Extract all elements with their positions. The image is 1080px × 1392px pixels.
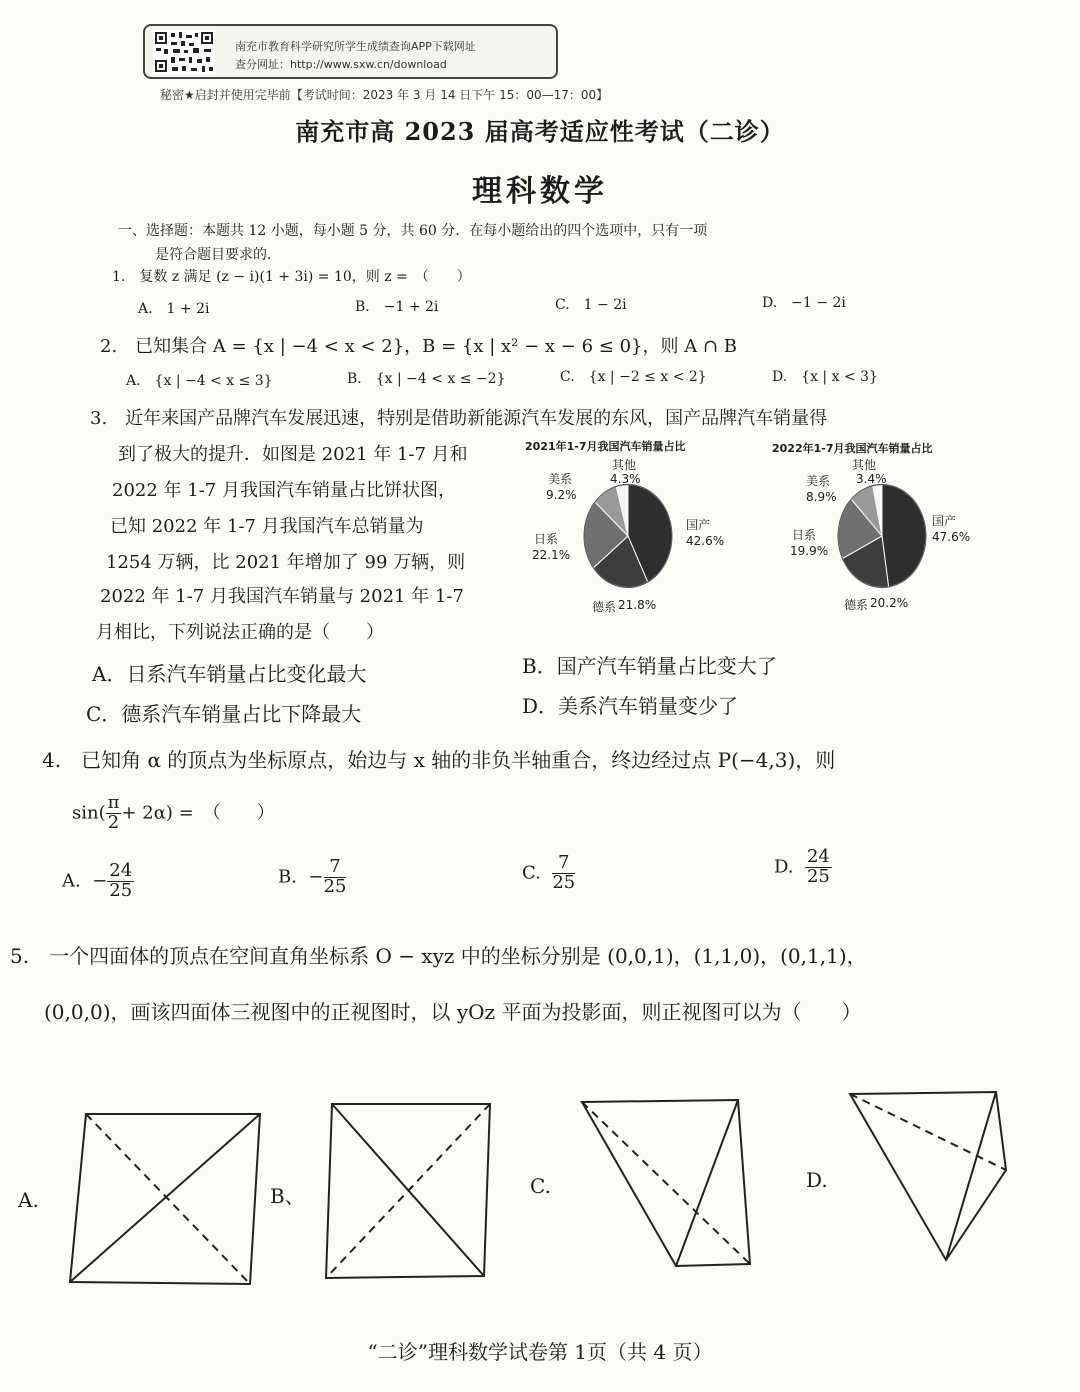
question-4-option-c-den: 25 [552,871,576,893]
pie-2022-value-other: 3.4% [856,472,887,486]
pie-2021-value-us: 9.2% [546,488,577,502]
qr-caption-line1: 南充市教育科学研究所学生成绩查询APP下载网址 [235,40,476,53]
question-3-line1: 3. 近年来国产品牌汽车发展迅速，特别是借助新能源汽车发展的东风，国产品牌汽车销量得 [90,408,828,429]
question-1-option-a: A. 1 + 2i [138,301,210,317]
question-4-option-b-letter: B. [278,866,297,888]
question-4-stem: 4. 已知角 α 的顶点为坐标原点，始边与 x 轴的非负半轴重合，终边经过点 P(−4,3)，则 [42,748,836,772]
question-4-option-b-fraction [324,858,347,897]
question-5-option-a-letter: A. [18,1188,39,1212]
pie-1-slice-0 [882,485,926,587]
pie-2021-label-germany: 德系 [592,600,617,614]
figure-d [846,1088,1012,1264]
question-1-option-c: C. 1 − 2i [555,297,627,313]
question-1-option-b: B. −1 + 2i [355,299,439,315]
pie-2021-label-domestic: 国产 [686,518,711,532]
question-3-option-d: D．美系汽车销量变少了 [522,694,739,718]
question-2-option-b: B. {x | −4 < x ≤ −2} [347,371,506,387]
question-3-line5: 1254 万辆，比 2021 年增加了 99 万辆，则 [106,552,466,573]
question-2-option-a: A. {x | −4 < x ≤ 3} [126,373,273,389]
question-4-expr-post: + 2α) = （ ） [121,802,275,824]
question-4-option-a-num: 24 [109,860,133,881]
question-4-option-a-sign: − [92,870,108,892]
question-4-expr-pre: sin( [72,802,106,824]
qr-caption-line2: 查分网址：http://www.sxw.cn/download [235,58,447,71]
question-4-expression [72,794,275,833]
question-3-line3: 2022 年 1-7 月我国汽车销量占比饼状图， [112,480,456,501]
question-4-option-a [62,862,134,901]
question-4-option-d-fraction [805,848,832,887]
question-4-option-d-den: 25 [806,865,830,887]
pie-2021-label-japan: 日系 [534,532,559,546]
secret-line: 秘密★启封并使用完毕前【考试时间：2023 年 3 月 14 日下午 15：00—17：00】 [160,88,609,102]
qr-code-icon [153,30,215,74]
question-4-option-d [774,848,832,887]
question-3-line7: 月相比，下列说法正确的是（ ） [96,622,384,643]
question-5-option-d-letter: D. [806,1168,828,1192]
pie-2022 [834,480,930,592]
pie-2021-label-us: 美系 [548,472,573,486]
question-4-option-a-den: 25 [109,879,133,901]
question-4-option-c [522,854,575,893]
question-2-option-c: C. {x | −2 ≤ x < 2} [560,369,707,385]
question-3-option-a: A．日系汽车销量占比变化最大 [92,662,367,686]
question-4-option-c-letter: C. [522,862,541,884]
question-5-line2: (0,0,0)，画该四面体三视图中的正视图时，以 yOz 平面为投影面，则正视图可以为（ ） [44,1000,862,1024]
pie-2022-label-germany: 德系 [844,598,869,612]
question-4-option-a-letter: A. [62,870,81,892]
section-instructions-line1: 一、选择题：本题共 12 小题，每小题 5 分，共 60 分．在每小题给出的四个选项中，只有一项 [118,223,708,239]
pie-2022-value-domestic: 47.6% [932,530,971,544]
pie-2022-value-japan: 19.9% [790,544,829,558]
pie-2021-value-germany: 21.8% [618,598,657,612]
figure-c [576,1096,756,1272]
question-5-line1: 5. 一个四面体的顶点在空间直角坐标系 O − xyz 中的坐标分别是 (0,0,1)，(1,1,0)，(0,1,1)， [10,944,867,968]
exam-title: 南充市高 2023 届高考适应性考试（二诊） [295,117,785,146]
qr-code-box [143,24,558,79]
page-footer: “二诊”理科数学试卷第 1页（共 4 页） [367,1340,713,1364]
question-3-option-b: B．国产汽车销量占比变大了 [522,654,777,678]
question-3-option-c: C．德系汽车销量占比下降最大 [86,702,362,726]
pie-2021-label-other: 其他 [612,458,637,472]
question-4-option-c-num: 7 [552,854,575,874]
pie-2021 [580,480,676,592]
section-instructions-line2: 是符合题目要求的． [155,247,281,263]
question-3-line4: 已知 2022 年 1-7 月我国汽车总销量为 [110,516,424,537]
question-3-line6: 2022 年 1-7 月我国汽车销量与 2021 年 1-7 [100,586,464,607]
pie-2022-value-us: 8.9% [806,490,837,504]
exam-subject: 理科数学 [472,174,608,209]
pie-2022-label-other: 其他 [852,458,877,472]
pie-2022-label-japan: 日系 [792,528,817,542]
pie-2022-title: 2022年1-7月我国汽车销量占比 [772,442,933,455]
question-4-option-d-num: 24 [806,846,830,867]
question-4-expr-fraction [106,794,122,833]
question-4-option-c-fraction [552,854,575,893]
question-2-option-d: D. {x | x < 3} [772,369,878,385]
question-4-option-b-num: 7 [324,858,347,878]
question-4-option-b [278,858,346,897]
figure-b [322,1100,494,1282]
figure-a [66,1108,266,1288]
question-2-stem: 2. 已知集合 A = {x | −4 < x < 2}，B = {x | x² − x − 6 ≤ 0}，则 A ∩ B [100,336,737,357]
pie-2021-value-other: 4.3% [610,472,641,486]
question-1-option-d: D. −1 − 2i [762,295,846,311]
pie-2022-label-domestic: 国产 [932,514,957,528]
question-4-option-b-sign: − [308,866,324,888]
pie-2021-title: 2021年1-7月我国汽车销量占比 [525,440,686,453]
question-4-option-d-letter: D. [774,856,794,878]
pie-2022-label-us: 美系 [806,474,831,488]
pie-2022-value-germany: 20.2% [870,596,909,610]
question-1-stem: 1. 复数 z 满足 (z − i)(1 + 3i) = 10，则 z = （ ） [112,269,471,285]
pie-2021-value-japan: 22.1% [532,548,571,562]
question-4-option-b-den: 25 [323,875,347,897]
question-3-line2: 到了极大的提升．如图是 2021 年 1-7 月和 [118,444,468,465]
question-4-expr-num: π [107,792,120,813]
pie-2021-value-domestic: 42.6% [686,534,725,548]
question-5-option-b-letter: B、 [270,1184,305,1208]
question-4-option-a-fraction [107,862,134,901]
question-5-option-c-letter: C. [530,1174,551,1198]
question-4-expr-den: 2 [107,811,120,833]
